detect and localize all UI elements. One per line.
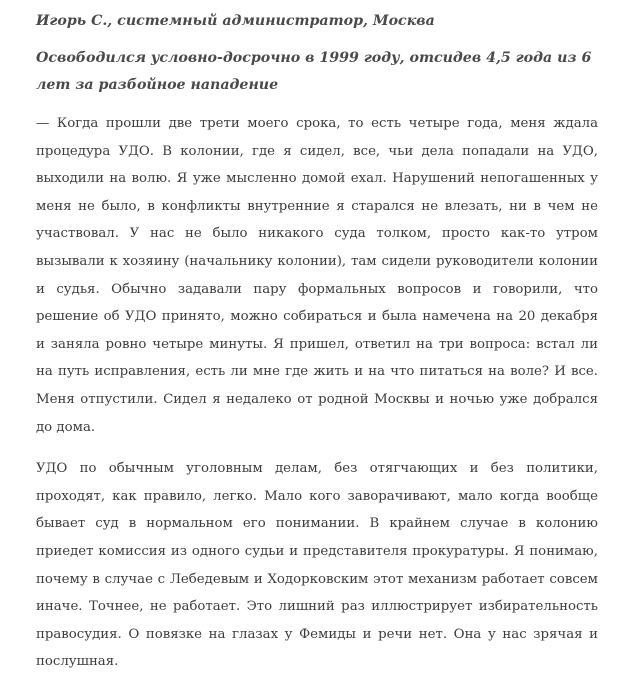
- article: [36, 8, 598, 676]
- paragraph-1: — Когда прошли две трети моего срока, то есть четыре года, меня ждала процедура УДО. В колонии, где я сидел, все, чьи дела попадали на УДО, выходили на волю. Я уже мысленно домой ехал. Нарушений непогашенных у меня не было, в конфликты внутренние я старался не влезать, ни в чем не участвовал. У нас не было никакого суда толком, просто как-то утром вызывали к хозяину (начальнику колонии), там сидели руководители колонии и судья. Обычно задавали пару формальных вопросов и говорили, что решение об УДО принято, можно собираться и была намечена на 20 декабря и заняла ровно четыре минуты. Я пришел, ответил на три вопроса: встал ли на путь исправления, есть ли мне где жить и на что питаться на воле? И все. Меня отпустили. Сидел я недалеко от родной Москвы и ночью уже добрался до дома.: [36, 116, 598, 435]
- paragraph-2: УДО по обычным уголовным делам, без отягчающих и без политики, проходят, как правило, легко. Мало кого заворачивают, мало когда вообще бывает суд в нормальном его понимании. В крайнем случае в колонию приедет комиссия из одного судьи и представителя прокуратуры. Я понимаю, почему в случае с Лебедевым и Ходорковским этот механизм работает совсем иначе. Точнее, не работает. Это лишний раз иллюстрирует избирательность правосудия. О повязке на глазах у Фемиды и речи нет. Она у нас зрячая и послушная.: [36, 461, 598, 670]
- author-line: Игорь С., системный администратор, Москва: [36, 13, 435, 29]
- article-subtitle: Освободился условно-досрочно в 1999 году, отсидев 4,5 года из 6 лет за разбойное нападение: [36, 50, 592, 93]
